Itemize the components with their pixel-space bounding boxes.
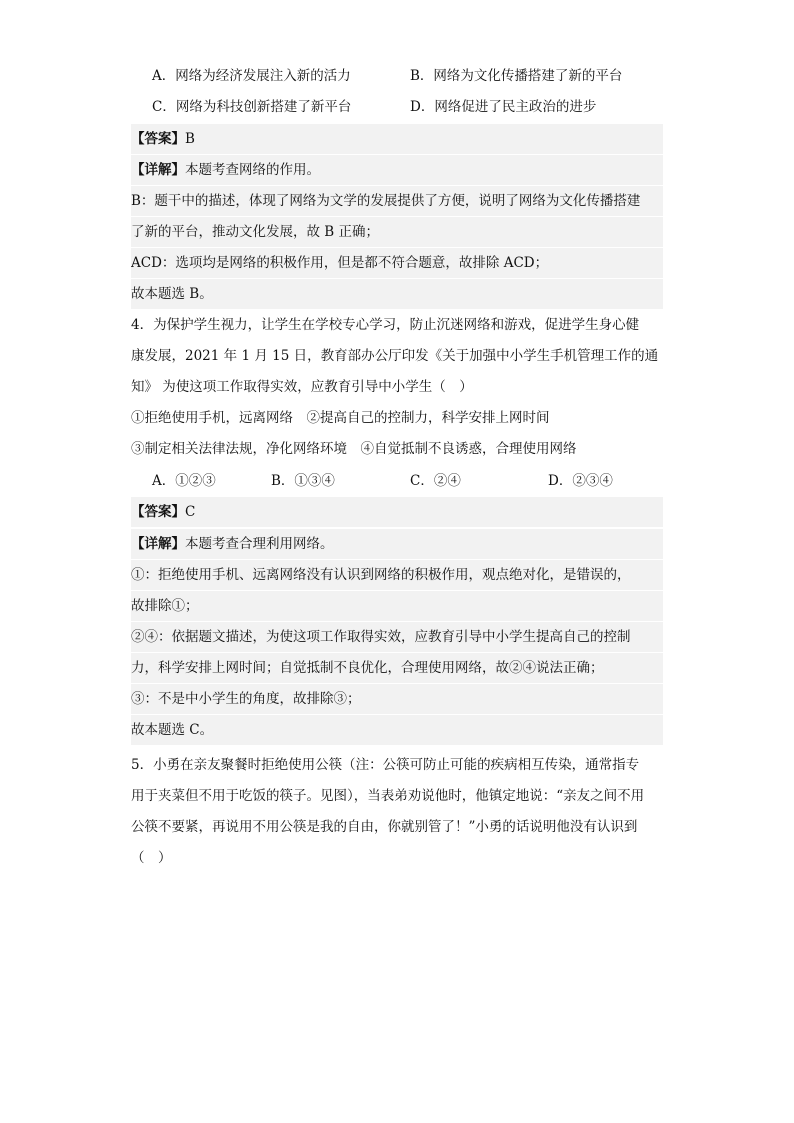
q3-detail-line-1 [131, 155, 663, 185]
q4-statements-line-1: ①拒绝使用手机，远离网络 ②提高自己的控制力，科学安排上网时间 [131, 410, 550, 426]
q4-detail-line-4: ②④：依据题文描述，为使这项工作取得实效，应教育引导中小学生提高自己的控制 [131, 622, 663, 652]
detail-text: 本题考查合理利用网络。 [185, 536, 334, 552]
q4-option-b[interactable]: B．①③④ [271, 473, 335, 489]
q4-stem-line-3: 知》 为使这项工作取得实效，应教育引导中小学生（ ） [131, 379, 473, 395]
q4-detail-line-3: 故排除①； [131, 591, 663, 621]
q4-option-d[interactable]: D．②③④ [548, 473, 613, 489]
q4-statements-line-2: ③制定相关法律法规，净化网络环境 ④自觉抵制不良诱惑，合理使用网络 [131, 441, 577, 457]
q4-option-c[interactable]: C．②④ [410, 473, 461, 489]
q3-option-d[interactable]: D．网络促进了民主政治的进步 [410, 99, 597, 115]
q3-detail-line-5: 故本题选 B。 [131, 279, 663, 309]
q4-detail-line-5: 力，科学安排上网时间；自觉抵制不良优化，合理使用网络，故②④说法正确； [131, 653, 663, 683]
q3-detail-line-2: B：题干中的描述，体现了网络为文学的发展提供了方便，说明了网络为文化传播搭建 [131, 186, 663, 216]
q4-detail-line-1 [131, 529, 663, 559]
detail-label: 【详解】 [131, 536, 185, 552]
answer-label: 【答案】 [131, 131, 185, 147]
q3-answer [131, 124, 663, 154]
q4-option-a[interactable]: A．①②③ [152, 473, 216, 489]
q4-answer [131, 497, 663, 527]
q4-detail-line-2: ①：拒绝使用手机、远离网络没有认识到网络的积极作用，观点绝对化，是错误的， [131, 560, 663, 590]
q5-stem-line-4: （ ） [131, 850, 172, 866]
q4-detail-line-7: 故本题选 C。 [131, 715, 663, 745]
answer-value: B [185, 131, 195, 147]
q3-option-a[interactable]: A．网络为经济发展注入新的活力 [152, 68, 351, 84]
q3-detail-line-3: 了新的平台，推动文化发展，故 B 正确； [131, 217, 663, 247]
q3-option-c[interactable]: C．网络为科技创新搭建了新平台 [152, 99, 352, 115]
answer-label: 【答案】 [131, 504, 185, 520]
q5-stem-line-3: 公筷不要紧，再说用不用公筷是我的自由，你就别管了！”小勇的话说明他没有认识到 [131, 819, 638, 835]
q4-stem-line-2: 康发展，2021 年 1 月 15 日，教育部办公厅印发《关于加强中小学生手机管理工作的通 [131, 348, 659, 364]
answer-value: C [185, 504, 196, 520]
q3-option-b[interactable]: B．网络为文化传播搭建了新的平台 [410, 68, 623, 84]
q5-stem-line-2: 用于夹菜但不用于吃饭的筷子。见图），当表弟劝说他时，他镇定地说：“亲友之间不用 [131, 788, 645, 804]
detail-label: 【详解】 [131, 162, 185, 178]
detail-text: 本题考查网络的作用。 [185, 162, 320, 178]
q4-stem-line-1: 4．为保护学生视力，让学生在学校专心学习，防止沉迷网络和游戏，促进学生身心健 [131, 317, 640, 333]
q5-stem-line-1: 5．小勇在亲友聚餐时拒绝使用公筷（注：公筷可防止可能的疾病相互传染，通常指专 [131, 757, 640, 773]
q4-detail-line-6: ③：不是中小学生的角度，故排除③； [131, 684, 663, 714]
q3-detail-line-4: ACD：选项均是网络的积极作用，但是都不符合题意，故排除 ACD； [131, 248, 663, 278]
